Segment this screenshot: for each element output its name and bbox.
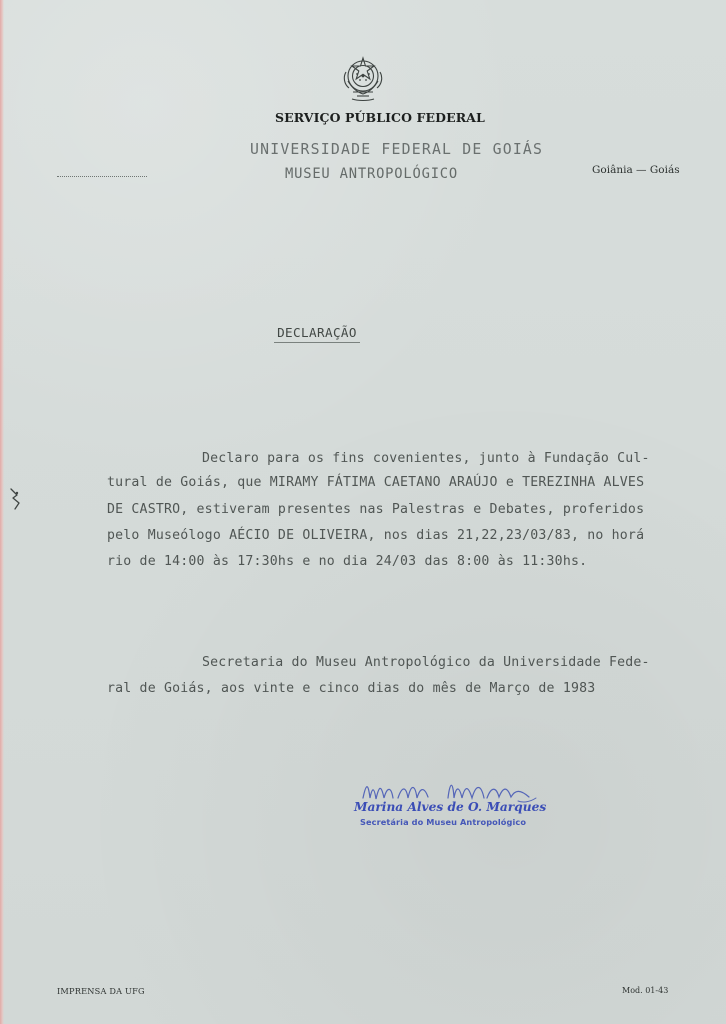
reference-dotted-line [57, 176, 147, 177]
closing-line-1: Secretaria do Museu Antropológico da Universidade Fede- [202, 655, 650, 670]
location-label: Goiânia — Goiás [592, 164, 680, 176]
body-line-5: rio de 14:00 às 17:30hs e no dia 24/03 das 8:00 às 11:30hs. [107, 554, 588, 569]
document-title-container [274, 322, 360, 343]
document-title: DECLARAÇÃO [277, 325, 357, 340]
university-name: UNIVERSIDADE FEDERAL DE GOIÁS [250, 141, 544, 158]
body-line-3: DE CASTRO, estiveram presentes nas Palestras e Debates, proferidos [107, 502, 645, 517]
service-heading: SERVIÇO PÚBLICO FEDERAL [275, 110, 485, 125]
body-line-2: tural de Goiás, que MIRAMY FÁTIMA CAETANO ARAÚJO e TEREZINHA ALVES [107, 475, 645, 490]
museum-name: MUSEU ANTROPOLÓGICO [285, 166, 459, 182]
signatory-stamp-name: Marina Alves de O. Marques [354, 800, 547, 814]
national-seal-icon [337, 52, 389, 108]
paper-left-edge [0, 0, 4, 1024]
body-line-4: pelo Museólogo AÉCIO DE OLIVEIRA, nos dias 21,22,23/03/83, no horá [107, 528, 645, 543]
model-footer: Mod. 01-43 [622, 986, 669, 995]
punch-mark-icon [9, 487, 23, 511]
body-line-1: Declaro para os fins covenientes, junto à Fundação Cul- [202, 451, 650, 466]
closing-line-2: ral de Goiás, aos vinte e cinco dias do mês de Março de 1983 [107, 681, 596, 696]
printer-footer: IMPRENSA DA UFG [57, 986, 145, 996]
signatory-stamp-role: Secretária do Museu Antropológico [360, 817, 527, 827]
